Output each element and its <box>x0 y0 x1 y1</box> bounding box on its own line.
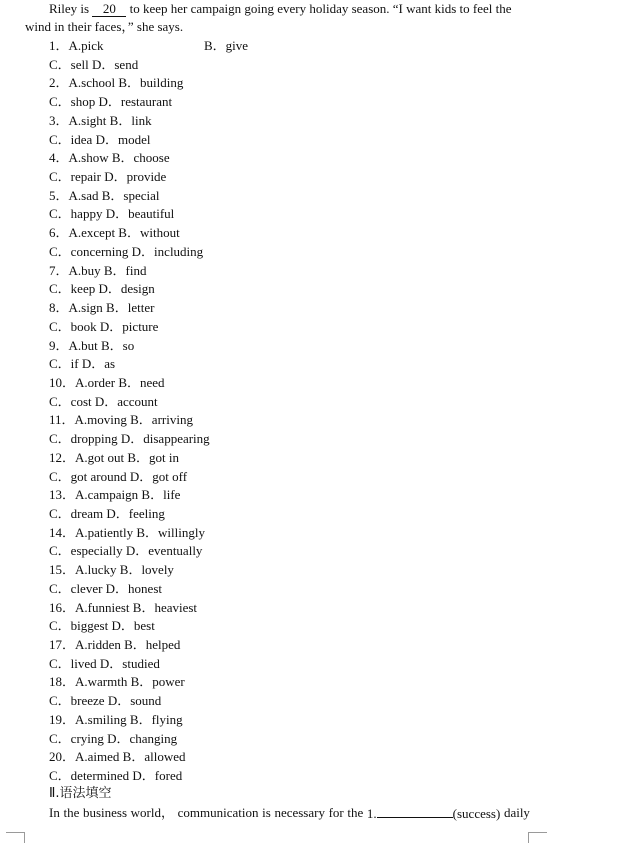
option-line <box>49 168 529 187</box>
option-line <box>49 524 529 543</box>
option-line <box>49 224 529 243</box>
option-text: 3．A.sight B．link <box>49 112 152 128</box>
choice-options-list <box>49 37 529 786</box>
option-line <box>49 542 529 561</box>
option-text: 17．A.ridden B．helped <box>49 637 181 652</box>
option-line <box>49 449 529 468</box>
option-text: C．lived D．studied <box>49 655 160 671</box>
option-text: 8．A.sign B．letter <box>49 300 155 316</box>
option-text: C．got around D．got off <box>49 468 188 484</box>
blank-label: 1. <box>366 806 377 821</box>
option-text: C．dream D．feeling <box>49 505 165 521</box>
option-text-b: B．give <box>204 38 249 53</box>
option-text: 15．A.lucky B．lovely <box>49 562 174 578</box>
sentence-word: for <box>328 805 344 820</box>
sentence-word: communication <box>177 805 259 820</box>
option-text: C．shop D．restaurant <box>49 94 173 110</box>
option-line <box>49 187 529 206</box>
sentence-word: is <box>262 805 271 820</box>
option-line <box>49 748 529 767</box>
option-line <box>49 692 529 711</box>
option-line <box>49 711 529 730</box>
option-text: C．book D．picture <box>49 318 159 334</box>
option-line <box>49 393 529 412</box>
option-line <box>49 430 529 449</box>
option-line <box>49 730 529 749</box>
blank-underline <box>377 804 453 818</box>
sentence-word: daily <box>503 805 530 820</box>
option-line <box>49 262 529 281</box>
passage-line-1 <box>25 0 531 18</box>
option-line <box>49 767 529 786</box>
option-line <box>49 505 529 524</box>
option-line <box>49 580 529 599</box>
option-line <box>49 37 529 56</box>
option-line <box>49 599 529 618</box>
page-corner-mark-left <box>6 832 25 843</box>
option-text: C．cost D．account <box>49 393 158 409</box>
sentence-word: the <box>63 805 80 820</box>
option-text: C．biggest D．best <box>49 618 155 634</box>
option-text: 12．A.got out B．got in <box>49 449 180 465</box>
option-line <box>49 673 529 692</box>
option-text: C．dropping D．disappearing <box>49 431 210 447</box>
option-line <box>49 355 529 374</box>
option-line <box>49 486 529 505</box>
option-text: 1．A.pick <box>49 38 104 53</box>
option-text: C．especially D．eventually <box>49 543 203 559</box>
option-text: 10．A.order B．need <box>49 374 165 390</box>
option-text: 5．A.sad B．special <box>49 187 160 203</box>
option-text: 4．A.show B．choose <box>49 150 170 166</box>
option-line <box>49 243 529 262</box>
option-line <box>49 337 529 356</box>
grammar-fill-line <box>49 804 530 823</box>
option-text: C．sell D．send <box>49 56 139 72</box>
option-text: C．keep D．design <box>49 281 155 297</box>
option-line <box>49 561 529 580</box>
sentence-word: business <box>82 805 128 820</box>
option-line <box>49 131 529 150</box>
option-text: C．determined D．fored <box>49 768 183 784</box>
option-text: 16．A.funniest B．heaviest <box>49 599 198 615</box>
fill-blank-1 <box>367 804 500 823</box>
option-line <box>49 56 529 75</box>
option-line <box>49 93 529 112</box>
option-text: 2．A.school B．building <box>49 75 184 91</box>
option-text: C．happy D．beautiful <box>49 206 175 222</box>
sentence-word: In <box>49 805 60 820</box>
option-text: 13．A.campaign B．life <box>49 487 181 503</box>
sentence-word: the <box>347 805 364 820</box>
option-text: 20．A.aimed B．allowed <box>49 749 186 765</box>
option-line <box>49 299 529 318</box>
sentence-word: world， <box>130 805 175 820</box>
section-heading: Ⅱ.语法填空 <box>49 786 112 801</box>
option-line <box>49 318 529 337</box>
passage-continuation: to keep her campaign going every holiday season. “I want kids to feel the <box>129 1 512 16</box>
passage-lead: Riley is <box>49 1 93 16</box>
sentence-word: necessary <box>274 805 325 820</box>
option-text: C．idea D．model <box>49 131 151 147</box>
option-text: 6．A.except B．without <box>49 225 180 241</box>
option-line <box>49 374 529 393</box>
option-text: C．concerning D．including <box>49 243 204 259</box>
option-text: 18．A.warmth B．power <box>49 674 185 690</box>
option-line <box>49 112 529 131</box>
option-text: 11．A.moving B．arriving <box>49 412 193 428</box>
option-text: C．if D．as <box>49 356 116 372</box>
option-text: 7．A.buy B．find <box>49 262 147 278</box>
word-hint: (success) <box>452 806 501 821</box>
option-text: C．breeze D．sound <box>49 693 162 709</box>
option-text: C．repair D．provide <box>49 169 167 185</box>
passage-text <box>25 0 531 36</box>
option-text: 14．A.patiently B．willingly <box>49 524 205 540</box>
option-text: 19．A.smiling B．flying <box>49 711 183 727</box>
option-line <box>49 149 529 168</box>
option-line <box>49 205 529 224</box>
option-text: C．clever D．honest <box>49 580 163 596</box>
passage-line-2: wind in their faces，” she says. <box>25 19 184 34</box>
option-text: 9．A.but B．so <box>49 337 135 353</box>
option-line <box>49 468 529 487</box>
option-line <box>49 655 529 674</box>
option-line <box>49 280 529 299</box>
option-line <box>49 636 529 655</box>
option-line <box>49 74 529 93</box>
option-line <box>49 617 529 636</box>
option-line <box>49 411 529 430</box>
option-text: C．crying D．changing <box>49 730 178 746</box>
answer-blank-20: 20 <box>92 2 126 17</box>
page-corner-mark-right <box>528 832 547 843</box>
